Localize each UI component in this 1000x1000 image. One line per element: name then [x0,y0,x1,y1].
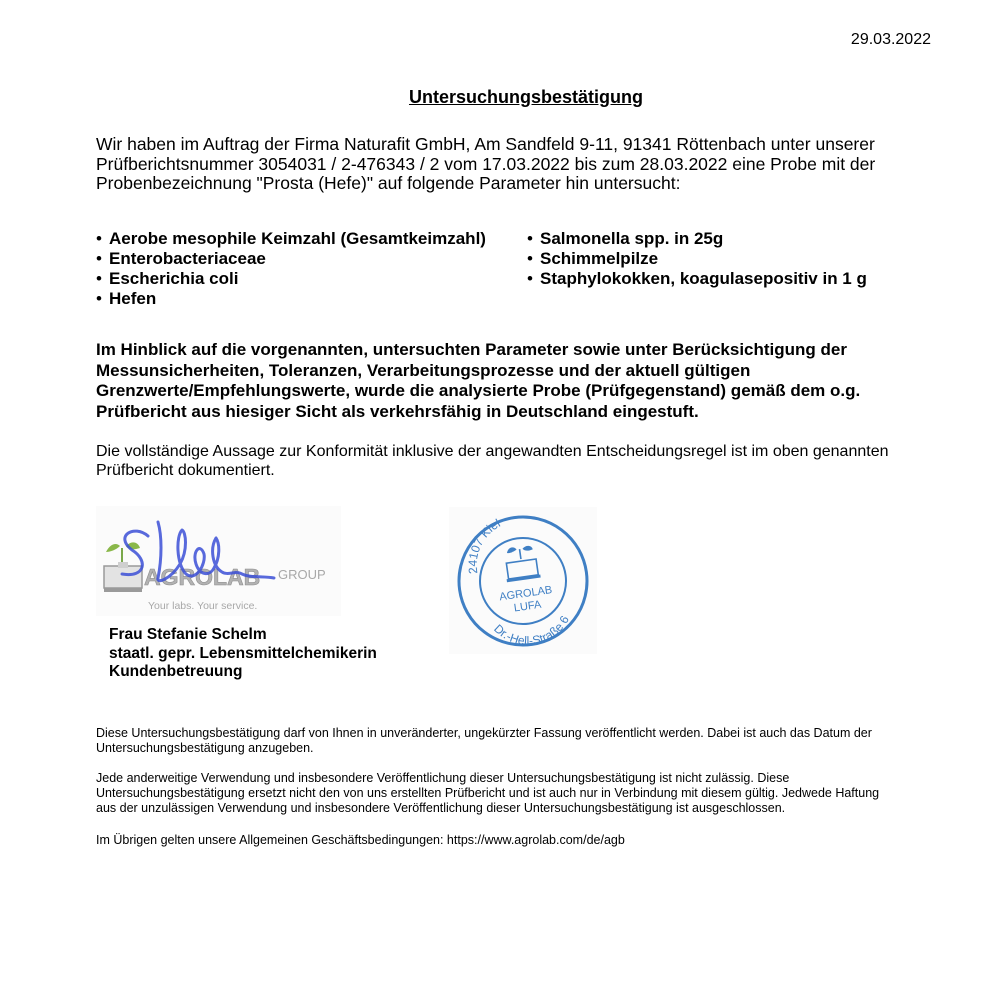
statement-line: Grenzwerte/Empfehlungswerte, wurde die analysierte Probe (Prüfgegenstand) gemäß dem o.g. [96,381,861,400]
legal-line: Jede anderweitige Verwendung und insbesondere Veröffentlichung dieser Untersuchungsbestätigung ist nicht zulässig. Diese [96,771,790,785]
signer-block [109,626,377,682]
svg-text:AGROLAB: AGROLAB [144,564,261,590]
document-title: Untersuchungsbestätigung [408,87,643,107]
svg-text:Dr.-Hell-Straße 6: Dr.-Hell-Straße 6 [491,613,572,648]
legal-notice-terms [96,833,941,848]
signer-role: Kundenbetreuung [109,663,243,680]
parameter-item [96,249,486,269]
signature-image [96,506,341,616]
bullet-icon: • [96,269,102,288]
bullet-icon: • [527,229,533,248]
svg-text:GROUP: GROUP [278,567,326,582]
parameter-item [96,269,486,289]
bullet-icon: • [527,269,533,288]
note-line: Prüfbericht dokumentiert. [96,462,275,479]
legal-notice-usage [96,771,941,816]
note-line: Die vollständige Aussage zur Konformität inklusive der angewandten Entscheidungsregel ist im oben genannten [96,443,889,460]
parameter-label: Hefen [109,289,157,308]
parameter-column-left [96,229,486,309]
svg-text:AGROLAB: AGROLAB [498,584,553,604]
parameter-label: Escherichia coli [109,269,239,288]
legal-line: Diese Untersuchungsbestätigung darf von Ihnen in unveränderter, ungekürzter Fassung veröffentlicht werden. Dabei ist auch das Datum der [96,726,872,740]
statement-line: Prüfbericht aus hiesiger Sicht als verkehrsfähig in Deutschland eingestuft. [96,401,699,421]
parameter-item [96,229,486,249]
parameter-column-right [527,229,867,289]
bullet-icon: • [96,249,102,268]
parameter-item [527,269,867,289]
svg-text:LUFA: LUFA [513,598,543,615]
stamp-icon [450,507,596,654]
bullet-icon: • [96,229,102,248]
statement-line: Messunsicherheiten, Toleranzen, Verarbeitungsprozesse und der aktuell gültigen [96,360,751,380]
parameter-label: Staphylokokken, koagulasepositiv in 1 g [540,269,867,288]
parameter-label: Salmonella spp. in 25g [540,229,724,248]
signer-qualification: staatl. gepr. Lebensmittelchemikerin [109,644,377,662]
parameter-item [527,249,867,269]
legal-line: Untersuchungsbestätigung anzugeben. [96,741,314,755]
parameter-label: Enterobacteriaceae [109,249,266,268]
parameter-label: Schimmelpilze [540,249,659,268]
conformity-note [96,442,956,480]
conformity-statement [96,340,956,422]
intro-line: Prüfberichtsnummer 3054031 / 2-476343 / 2 vom 17.03.2022 bis zum 28.03.2022 eine Probe mit der [96,153,876,174]
parameter-item [96,289,486,309]
legal-line: Untersuchungsbestätigung ersetzt nicht den von uns erstellten Prüfbericht und ist auch nur in Verbindung mit diesem gültig. Jedwede Haftung [96,786,880,800]
legal-line: aus der unzulässigen Verwendung und insbesondere Veröffentlichung dieser Untersuchungsbestätigung ist ausgeschlossen. [96,801,786,815]
legal-notice-publication [96,726,941,756]
bullet-icon: • [527,249,533,268]
intro-line: Wir haben im Auftrag der Firma Naturafit GmbH, Am Sandfeld 9-11, 91341 Röttenbach unter unserer [96,134,875,154]
svg-text:24107 Kiel: 24107 Kiel [465,516,503,575]
parameter-label: Aerobe mesophile Keimzahl (Gesamtkeimzahl) [109,229,486,248]
legal-line: Im Übrigen gelten unsere Allgemeinen Geschäftsbedingungen: https://www.agrolab.com/de/agb [96,833,625,847]
intro-line: Probenbezeichnung "Prosta (Hefe)" auf folgende Parameter hin untersucht: [96,173,681,193]
signer-name: Frau Stefanie Schelm [109,626,267,643]
intro-paragraph [96,135,946,194]
svg-text:Your labs. Your service.: Your labs. Your service. [148,600,258,612]
bullet-icon: • [96,289,102,308]
parameter-item [527,229,867,249]
statement-line: Im Hinblick auf die vorgenannten, untersuchten Parameter sowie unter Berücksichtigung der [96,340,847,359]
document-date: 29.03.2022 [850,31,931,48]
official-stamp [449,507,597,654]
